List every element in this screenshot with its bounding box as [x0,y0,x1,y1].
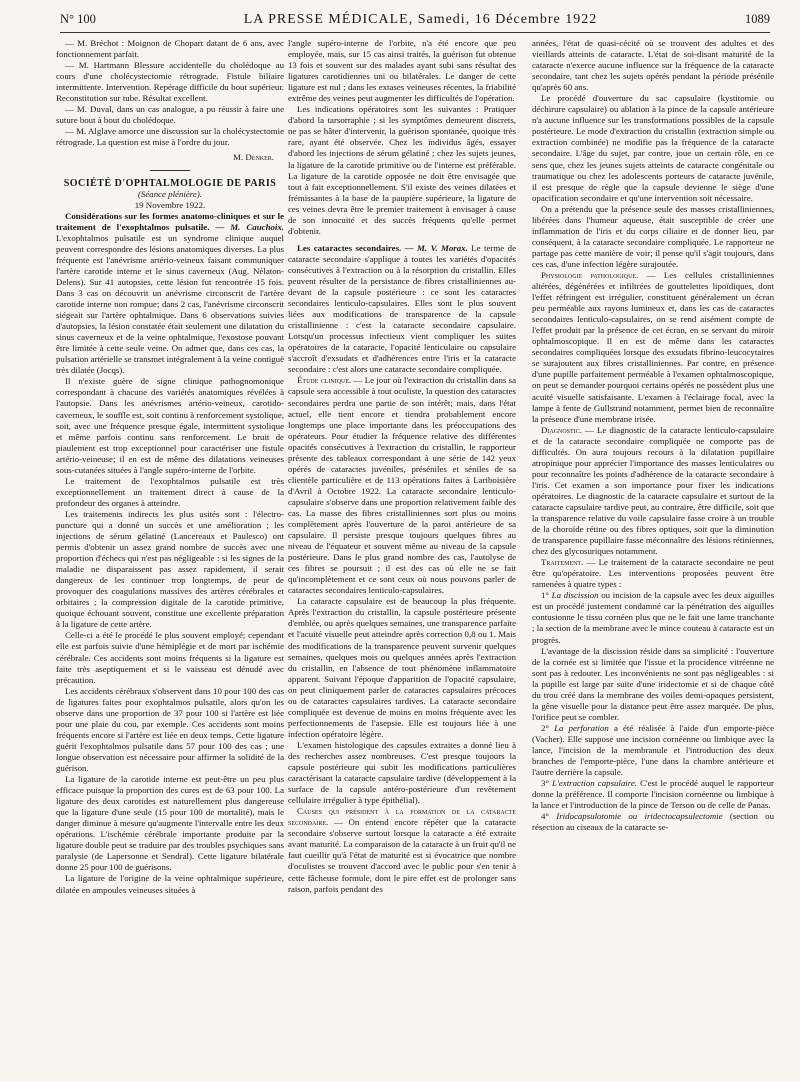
running-title [244,12,598,28]
list-number: 3° [541,778,553,789]
section-label: Diagnostic. [541,424,582,435]
signature: M. Denker. [233,152,274,163]
list-text: ou incision de la capsule avec les deux aiguilles est un procédé justement condamné car la pénétration des aiguilles contusionne le tissu cornéen plus que ne le fait une lame tranchante ; la section de la membrane avec le mince couteau à cataracte est un progrès. [532,590,774,645]
paragraph: Les indications opératoires sont les suivantes : Pratiquer d'abord la tarsorraphie ; si les symptômes demeurent discrets, ne pas se hâter d'intervenir, la guérison spontanée, quoique très rare, ayant été observée. Chez les individus âgés, essayer d'abord les injections de sérum gélatiné ; chez les sujets jeunes, la ligature de la carotide primitive ou de l'interne est préférable. La ligature de la carotide opposée ne doit être envisagée que tout à fait exceptionnellement. S'il existe des veines dilatées et frémissantes à la base de la paupière supérieure, la ligature de ces veines devra être le premier traitement à envisager à cause de son innocuité et des succès fréquents qu'elle permet d'obtenir. [288,104,516,236]
list-number: 1° [541,590,552,601]
section-text: — Le jour où l'extraction du cristallin dans sa capsule sera accessible à tout oculiste, la question des cataractes secondaires perdra une partie de son intérêt; mais, dans l'état actuel, elle tient encore et tiendra probablement encore longtemps une place importante dans les préoccupations des opérateurs. Pour étudier la fréquence relative des différentes opacités consécutives à l'extraction du cristallin, le rapporteur présente des tableaux correspondant à une série de 142 yeux opérés de cataractes juvéniles, préséniles et séniles de sa clientèle particulière et de 113 opérations faites à Lariboisière d'Avril à Octobre 1922. La cataracte secondaire lenticulo-capsulaire s'observe dans une proportion relativement faible des cas. La masse des fibres cristalliniennes sort plus ou moins complètement après l'ouverture de la paroi antérieure de sa capsulaire. Il persiste presque toujours quelques fibres au niveau de l'équateur et souvent même au niveau de la capsule postérieure. Dans le plus grand nombre des cas, l'autolyse de ces fibres se poursuit ; il est des cas où elle ne se fait qu'incomplètement et ce sont ceux où nous pouvons parler de cataractes secondaires lenticulo-capsulaires. [288,375,516,596]
list-text: a été réalisée à l'aide d'un emporte-pièce (Vacher). Elle suppose une incision cornéenne ou limbique avec la lance, l'incision de la membranule et l'introduction des deux branches de l'emporte-pièce, l'une dans la chambre antérieure et l'autre derrière la capsule. [532,722,774,778]
list-label: Iridocapsulotomie ou iridectocapsulectomie [556,811,723,822]
section-label: Physiologie pathologique. [541,269,639,280]
paragraph: Les traitements indirects les plus usités sont : l'électro-puncture qui a donné un succès et une amélioration ; les injections de sérum gélatiné (Lancereaux et Paulesco) ont permis d'obtenir un assez grand nombre de succès avec une proportion d'échecs qui n'est pas négligeable : si les signes de la maladie ne disparaissent pas assez rapidement, il serait dangereux de les continuer trop longtemps, de peur de provoquer des coagulations massives des artères cérébrales et orbitaires ; la compression digitale de la carotide primitive, quoique échouant souvent, constitue une excellente préparation à la ligature de cette artère. [56,508,284,630]
paragraph: — M. Bréchot : Moignon de Chopart datant de 6 ans, avec fonctionnement parfait. [56,38,284,60]
list-label: L'extraction capsulaire. [552,778,638,789]
article-author: — M. Cauchoix. [209,221,284,232]
session-subheading: (Séance plénière). [137,188,202,199]
list-label: La perforation [554,722,609,733]
list-label: La discission [551,590,599,601]
paragraph: La ligature de l'origine de la veine ophtalmique supérieure, dilatée en ampoules veineuses situées à [56,873,284,895]
section-label: Étude clinique. [297,375,352,386]
list-number: 4° [541,811,557,822]
paragraph: Il n'existe guère de signe clinique pathognomonique correspondant à chacune des variétés anatomiques révélées à l'autopsie. Dans les anévrismes artério-veineux, carotido-caverneux, le souffle est, soit continu à renforcement systolique, soit, avec une fréquence presque égale, intermittent systolique et même parfois continu sans renforcement. Le bruit de piaulement est trop exceptionnel pour caractériser une fistule artério-veineuse; il en est de même des dilatations veineuses sous-cutanées situées à l'angle supéro-interne de l'orbite. [56,376,284,475]
paragraph: La cataracte capsulaire est de beaucoup la plus fréquente. Après l'extraction du cristallin, la capsule postérieure présente d'emblée, ou après quelques semaines, une transparence parfaite et l'acuité visuelle peut atteindre après correction 0,8 ou 1. Mais des modifications de la transparence peuvent survenir quelques semaines, quelques mois ou quelques années après l'extraction du cristallin, en l'absence de tout phénomène inflammatoire apparent. Suivant l'époque d'apparition de l'opacité capsulaire, on peut cliniquement parler de cataractes capsulaires précoces ou de cataractes capsulaires tardives. La cataracte secondaire compliquée est devenue de moins en moins fréquente avec les perfectionnements de l'asepsie. Elle est toujours liée à une infection opératoire légère. [288,596,516,739]
paragraph [532,270,774,425]
paragraph [56,211,284,377]
paragraph: l'angle supéro-interne de l'orbite, n'a été encore que peu employée, mais, sur 15 cas ainsi traités, la guérison fut obtenue 13 fois et souvent sur des malades ayant subi sans résultat des ligatures carotidiennes uni ou bilatérales. Le danger de cette ligature est nul ; dans les extases veineuses récentes, la friabilité extrême des veines peut augmenter les difficultés de l'opération. [288,38,516,104]
meeting-date: 19 Novembre 1922. [134,199,206,210]
list-text: C'est le procédé auquel le rapporteur donne la préférence. Il comporte l'incision cornéenne ou limbique à la lance et l'introduction de la pince de Terson ou de celle de Panas. [532,778,774,811]
paragraph: Celle-ci a été le procédé le plus souvent employé; cependant elle est parfois suivie d'une hémiplégie et de mort par ischémie cérébrale. Ces accidents sont moins fréquents si la ligature est faite très aseptiquement et si le vaisseau est dénudé avec précaution. [56,630,284,685]
paragraph [532,723,774,778]
section-text: — Le diagnostic de la cataracte lenticulo-capsulaire et de la cataracte secondaire compliquée ne comporte pas de difficultés. On aura toujours recours à la dilatation pupillaire atropinique pour apprécier l'importance des masses lenticulaires ou pour reconnaître les points d'adhérence de la cataracte secondaire à l'iris. Cet examen a son importance pour fixer les indications opératoires. Le diagnostic de la cataracte capsulaire et surtout de la cataracte capsulaire tardive peut, au contraire, être difficile, soit que la transparence relative du voile capsulaire fasse croire à un trouble de la choroïde rétine ou des fibres optiques, soit que la diminution de transparence pupillaire fasse méconnaître des lésions rétiniennes, chez des glycosuriques notamment. [532,424,774,557]
paragraph: L'avantage de la discission réside dans sa simplicité : l'ouverture de la cornée est si limitée que l'issue et la procidence vitréenne ne sont pas à redouter. Les inconvénients ne sont pas négligeables : si la pupille est large par suite d'une iridectomie et si de chaque côté du trou créé dans la membrane des voiles demi-opaques persistent, la gêne visuelle pour la distance peut être assez marquée. De plus, l'orifice peut se combler. [532,645,774,722]
paragraph [532,425,774,558]
paragraph: On a prétendu que la présence seule des masses cristalliniennes, libérées dans l'humeur aqueuse, était susceptible de créer une inflammation de l'iris et du corps ciliaire et de donner lieu, par conséquent, à la cataracte secondaire compliquée. Le rapporteur ne partage pas cette manière de voir; il pense qu'il s'agit toujours, dans ces cas, d'une infection légère surajoutée. [532,203,774,269]
paragraph: L'examen histologique des capsules extraites a donné lieu à des recherches assez nombreuses. C'est presque toujours la capsule postérieure qui subit les modifications particulières caractérisant la cataracte capsulaire tardive (développement à la surface de la capsule antéro-postérieure d'un revêtement cellulaire irrégulier à type épithélial). [288,739,516,806]
paragraph: — M. Alglave amorce une discussion sur la cholécystectomie rétrograde. La question est mise à l'ordre du jour. [56,126,284,148]
section-text: — On entend encore répéter que la cataracte secondaire s'observe surtout lorsque la cataracte a été extraite avant maturité. La comparaison de la cataracte à un fruit qu'il ne faut cueillir qu'à l'état de maturité est si évocatrice que nombre d'oculistes se trouvent d'accord avec le public pour s'en tenir à cette fâcheuse formule, dont le pire effet est de prolonger sans raison, parfois pendant des [288,817,516,894]
paragraph: — M. Duval, dans un cas analogue, a pu réussir à faire une suture bout à bout du cholédoque. [56,104,284,126]
section-separator [150,170,190,171]
article-author: — M. V. Morax. [401,242,468,253]
section-label: Traitement. [541,557,584,568]
header-rule [60,32,770,33]
paragraph: La ligature de la carotide interne est peut-être un peu plus efficace puisque la proportion des cures est de 63 pour 100. La ligature des deux carotides est naturellement plus dangereuse que la ligature d'une seule (15 pour 100 de mortalité), mais le danger diminue à mesure qu'augmente l'intervalle entre les deux opérations. L'ischémie cérébrale importante produite par la ligature double peut se traduire par des troubles psychiques sans paralysie (de Lapersonne et Sendral). Cette ligature bilatérale donne 25 pour 100 de guérisons. [56,774,284,873]
section-text: — Le traitement de la cataracte secondaire ne peut être qu'opératoire. Les interventions proposées peuvent être ramenées à quatre types : [532,557,774,590]
column-3 [532,38,774,1078]
paragraph [288,375,516,596]
article-title: Les cataractes secondaires. [297,242,402,253]
paragraph [288,806,516,894]
paragraph: — M. Hartmann Blessure accidentelle du cholédoque au cours d'une cholécystectomie rétrograde. Fistule biliaire intermittente. Intervention. Repérage difficile du bout supérieur. Reconstitution sur tube. Résultat excellent. [56,60,284,104]
paragraph: Le traitement de l'exophtalmos pulsatile est très exceptionnellement un traitement direct à cause de la profondeur des organes à atteindre. [56,475,284,508]
issue-date: , Samedi, 16 Décembre 1922 [408,12,598,27]
paragraph [288,243,516,376]
article-text: L'exophtalmos pulsatile est un syndrome clinique auquel peuvent correspondre des lésions anatomiques diverses. La plus fréquente est l'anévrisme artério-veineux faisant communiquer l'artère carotide interne et le sinus caverneux (Aug. Nélaton-Delens). Sur 41 autopsies, cette lésion fut rencontrée 15 fois. Dans 3 cas on découvrit un anévrisme circonscrit de l'artère carotide interne non rompue; dans 2 cas, l'anévrisme circonscrit siégeait sur l'artère ophtalmique. Dans 6 observations suivies d'autopsies, la lésion constatée était seulement une dilatation du sinus caverneux et de la veine ophtalmique, l'exostose pouvant être limitée à cette seule veine. On admet que, dans ces cas, la pulsation artérielle se transmet intégralement à la veine contiguë très dilatée (Jocqs). [56,232,284,376]
list-number: 2° [541,722,555,733]
journal-name: LA PRESSE MÉDICALE [243,12,409,27]
article-title: Considérations sur les formes anatomo-cliniques et sur le traitement de l'exophtalmos pulsatile. [56,210,284,232]
list-text: (section ou résection au ciseaux de la cataracte se- [532,811,774,833]
page-header [60,12,770,30]
issue-number: N° 100 [60,12,96,26]
section-label: Causes qui président à la formation de la cataracte secondaire. [288,806,516,828]
article-text: Le terme de cataracte secondaire s'applique à toutes les variétés d'opacités consécutives à l'extraction ou à la résorption du cristallin. Elles peuvent résulter de la persistance de fibres cristalliniennes au-devant de la capsule postérieure : ce sont les cataractes secondaires lenticulo-capsulaires. Elles sont le plus souvent liées aux modifications de transparence de la capsule cristallinienne : c'est la cataracte secondaire capsulaire. Lorsqu'un processus infectieux vient compliquer les suites opératoires de la cataracte, l'opacité lenticulaire ou capsulaire s'accroît d'exsudats et d'adhérences entre l'iris et la cataracte secondaire : c'est alors une cataracte secondaire compliquée. [288,242,516,375]
paragraph [532,811,774,833]
paragraph [532,590,774,645]
paragraph [532,778,774,811]
section-text: — Les cellules cristalliniennes altérées, dégénérées et infiltrées de gouttelettes lipoïdiques, dont l'effet réfringent est irrégulier, constituent généralement un écran peu perméable aux rayons lumineux et, dans les cas de cataractes secondaires lenticulo-capsulaires, on se rend aisément compte de l'effet produit par la présence de cet écran, en se servant du miroir ophtalmoscopique. Il en est de même dans les cataractes secondaires compliquées lorsque des exsudats fibrino-leucocytaires se surajoutent aux fibres cristalliniennes. Par contre, en présence d'une pupille parfaitement perméable à l'examen ophtalmoscopique, on peut se demander pourquoi certains opérés ne possèdent plus une acuité visuelle satisfaisante. L'examen à l'éclairage focal, avec la lampe à fente de Gullstrand notamment, permet bien de reconnaître la présence d'une membrane irisée. [532,269,774,424]
paragraph: années, l'état de quasi-cécité où se trouvent des adultes et des vieillards atteints de cataracte. L'état de soi-disant maturité de la cataracte n'exerce aucune influence sur la fréquence de la cataracte secondaire, tant chez les sujets opérés pendant la période présénile qu'après 60 ans. [532,38,774,93]
paragraph: Le procédé d'ouverture du sac capsulaire (kystitomie ou déchirure capsulaire) ou ablation à la pince de la capsule antérieure n'a aucune influence sur les transformations possibles de la capsule postérieure. Le mode d'extraction du cristallin (extraction simple ou extraction combinée) ne modifie pas la fréquence de la cataracte secondaire. L'âge du sujet, par contre, joue un certain rôle, en ce sens que, chez les jeunes sujets atteints de cataracte congénitale ou traumatique ou chez les adolescents porteurs de cataracte juvénile, il est presque de règle que la capsule devienne le siège d'une opacification secondaire et qu'une intervention soit nécessaire. [532,93,774,203]
page-folio: 1089 [745,12,770,26]
paragraph: Les accidents cérébraux s'observent dans 10 pour 100 des cas de ligatures faites pour exophtalmos pulsatile, alors qu'on les observe dans une proportion de 37 pour 100 si l'artère est liée pour une plaie du cou, par exemple. Ces accidents sont moins fréquents encore si l'artère est liée en deux temps. Cette ligature guérit l'exophtalmos pulsatile dans 57 pour 100 des cas ; une longue observation est nécessaire pour affirmer la solidité de la guérison. [56,685,284,773]
society-heading: SOCIÉTÉ D'OPHTALMOLOGIE DE PARIS [63,177,277,189]
paragraph [532,557,774,590]
column-1 [56,38,284,1078]
column-2 [288,38,516,1078]
